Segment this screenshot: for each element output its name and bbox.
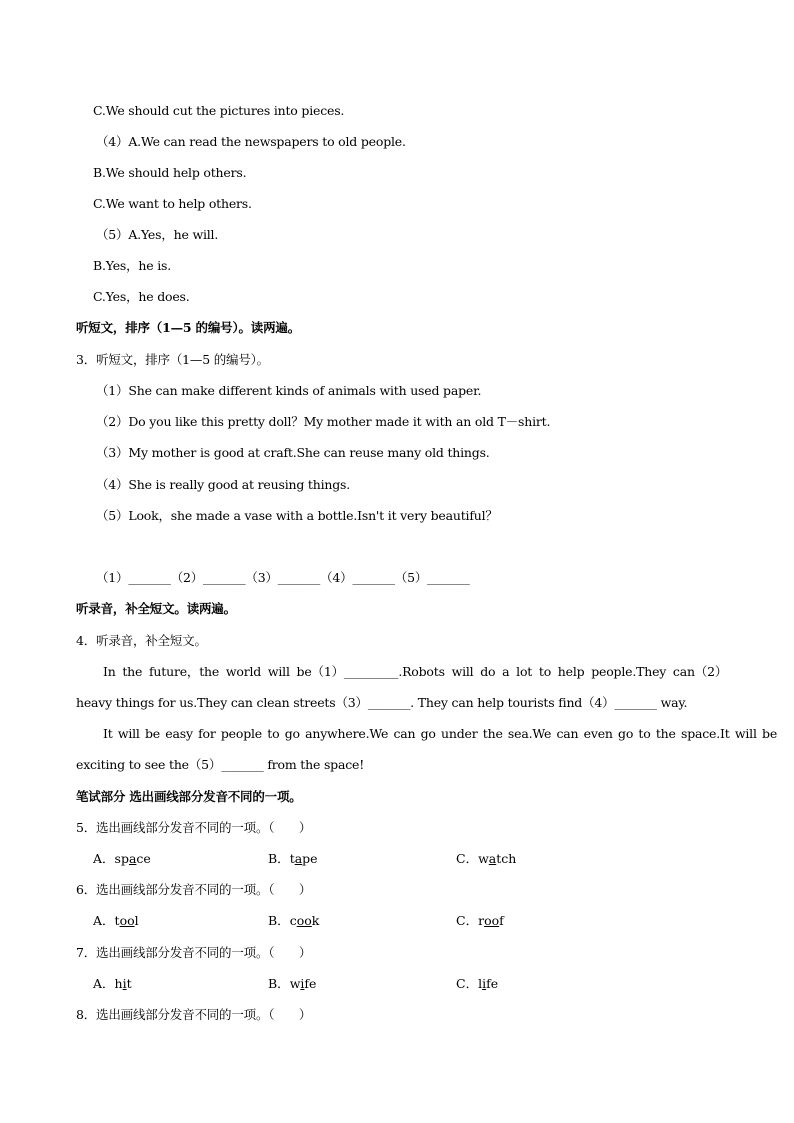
q6-option-a[interactable]: A．tool: [93, 913, 139, 928]
q3-item: （2）Do you like this pretty doll？My mother made it with an old T－shirt.: [96, 414, 551, 429]
underlined-part: i: [122, 976, 127, 991]
q7-option-a[interactable]: A．hit: [93, 976, 132, 991]
section3-heading: 听短文，排序（1—5 的编号）。读两遍。: [76, 320, 300, 335]
q5-option-b[interactable]: B．tape: [268, 851, 318, 866]
q3-item: （4）She is really good at reusing things.: [96, 477, 351, 492]
q2-4-option-c: C.We want to help others.: [93, 196, 252, 211]
q6-stem: 6．选出画线部分发音不同的一项。（ ）: [76, 882, 312, 897]
underlined-part: i: [482, 976, 487, 991]
q7-stem: 7．选出画线部分发音不同的一项。（ ）: [76, 945, 312, 960]
q4-passage-line: It will be easy for people to go anywhere.We can go under the sea.We can even go to the space.It will be: [103, 726, 778, 741]
q8-stem: 8．选出画线部分发音不同的一项。（ ）: [76, 1007, 312, 1022]
q5-option-c[interactable]: C．watch: [456, 851, 517, 866]
q6-option-b[interactable]: B．cook: [268, 913, 320, 928]
section4-heading: 听录音，补全短文。读两遍。: [76, 601, 236, 616]
q7-option-c[interactable]: C．life: [456, 976, 499, 991]
q3-answer-line: （1）_______（2）_______（3）_______（4）_______（5）_______: [96, 570, 470, 585]
written-section-heading: 笔试部分 选出画线部分发音不同的一项。: [76, 789, 302, 804]
q4-passage-line: heavy things for us.They can clean streets（3）_______. They can help tourists find（4）_______ way.: [76, 695, 688, 710]
q3-item: （5）Look，she made a vase with a bottle.Isn't it very beautiful？: [96, 508, 498, 523]
q4-title: 4．听录音，补全短文。: [76, 633, 207, 648]
q4-passage-line: In the future，the world will be（1）_________.Robots will do a lot to help people.They can（2）: [103, 664, 728, 679]
q2-4-option-b: B.We should help others.: [93, 165, 247, 180]
q2-5-option-c: C.Yes，he does.: [93, 289, 190, 304]
q2-3-option-c: C.We should cut the pictures into pieces.: [93, 103, 345, 118]
q3-title: 3．听短文，排序（1—5 的编号）。: [76, 352, 269, 367]
underlined-part: a: [294, 851, 303, 866]
underlined-part: oo: [484, 913, 500, 928]
underlined-part: i: [300, 976, 305, 991]
q3-item: （3）My mother is good at craft.She can reuse many old things.: [96, 445, 490, 460]
q2-5-option-a: （5）A.Yes，he will.: [96, 227, 219, 242]
q5-option-a[interactable]: A．space: [93, 851, 151, 866]
q5-stem: 5．选出画线部分发音不同的一项。（ ）: [76, 820, 312, 835]
underlined-part: a: [488, 851, 497, 866]
underlined-part: a: [128, 851, 137, 866]
q2-5-option-b: B.Yes，he is.: [93, 258, 172, 273]
q3-item: （1）She can make different kinds of animals with used paper.: [96, 383, 482, 398]
q4-passage-line: exciting to see the（5）_______ from the space!: [76, 757, 365, 772]
q7-option-b[interactable]: B．wife: [268, 976, 317, 991]
underlined-part: oo: [119, 913, 135, 928]
q2-4-option-a: （4）A.We can read the newspapers to old people.: [96, 134, 406, 149]
underlined-part: oo: [296, 913, 312, 928]
q6-option-c[interactable]: C．roof: [456, 913, 504, 928]
